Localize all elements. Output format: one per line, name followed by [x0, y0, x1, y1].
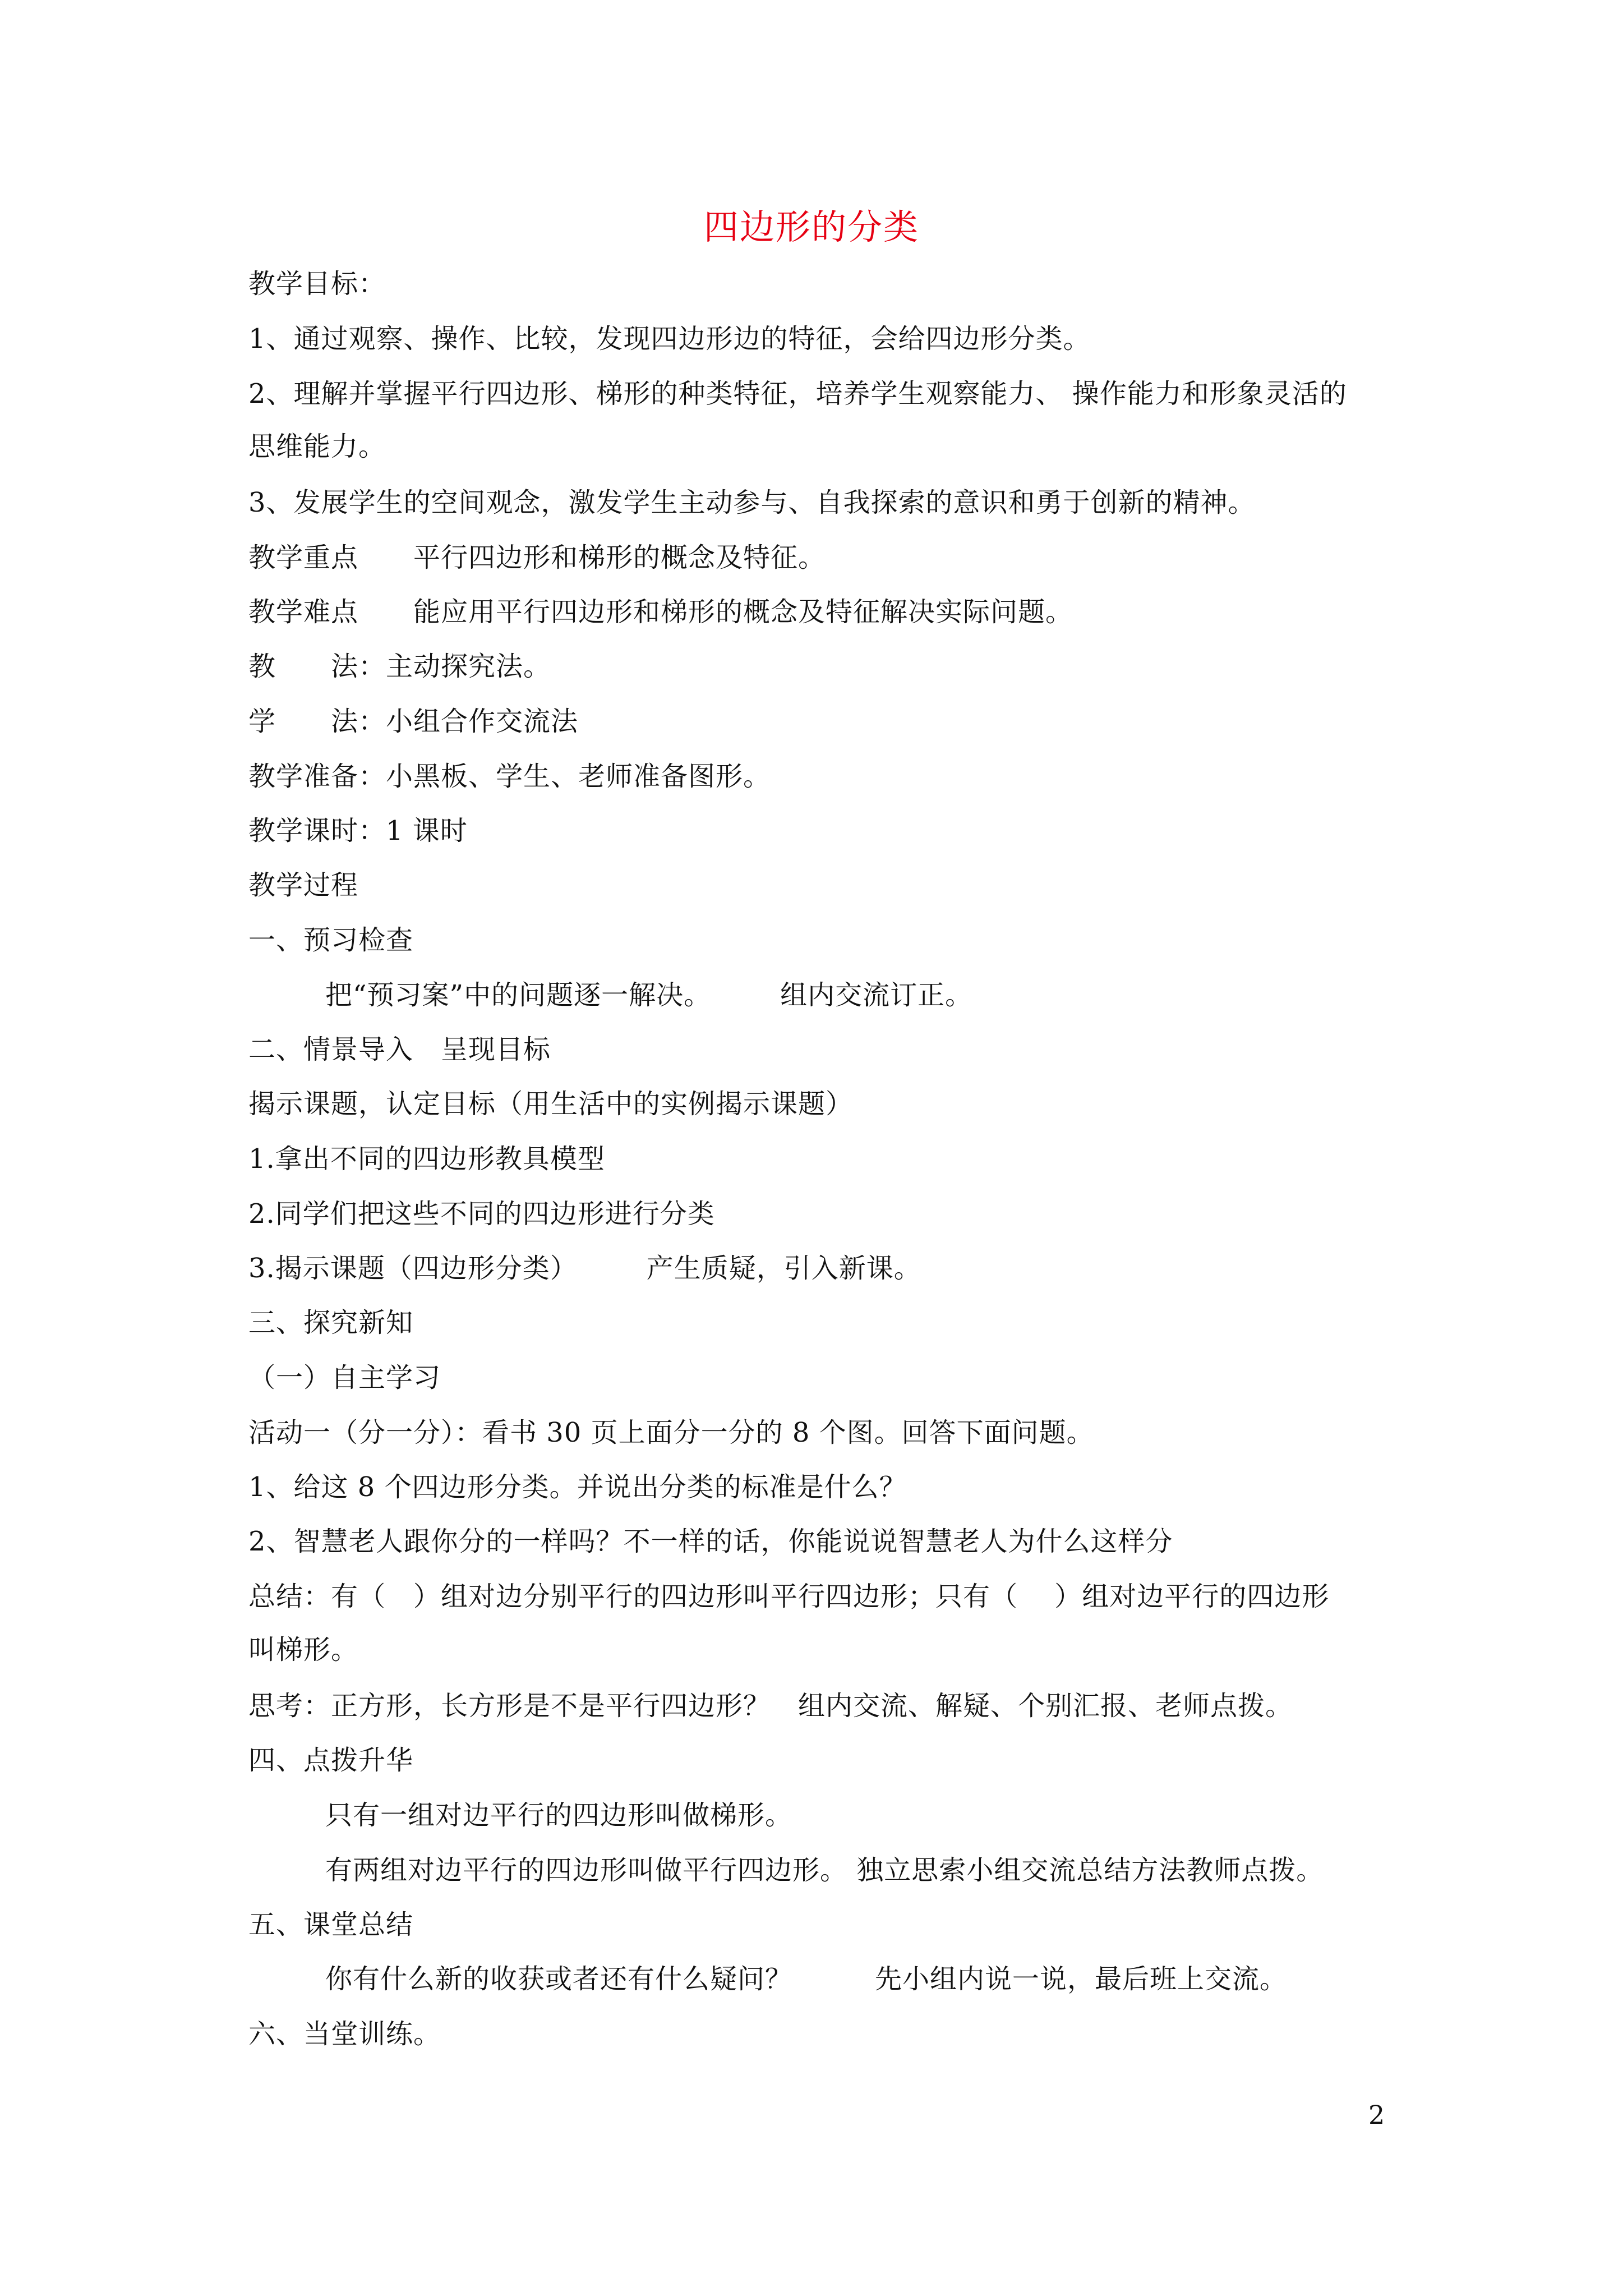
- key-points: 教学重点 平行四边形和梯形的概念及特征。: [248, 542, 826, 573]
- subsection-heading: （一）自主学习: [248, 1362, 441, 1393]
- question-2: 2、智慧老人跟你分的一样吗？不一样的话，你能说说智慧老人为什么这样分: [248, 1526, 1173, 1557]
- objectives-heading: 教学目标：: [248, 268, 386, 300]
- section-1-text: 把“预习案”中的问题逐一解决。 组内交流订正。: [325, 979, 973, 1011]
- summary: 总结：有（ ）组对边分别平行的四边形叫平行四边形；只有（ ）组对边平行的四边形: [248, 1581, 1330, 1612]
- difficult-points: 教学难点 能应用平行四边形和梯形的概念及特征解决实际问题。: [248, 596, 1073, 628]
- section-1-heading: 一、预习检查: [248, 924, 414, 956]
- objective-2: 2、理解并掌握平行四边形、梯形的种类特征，培养学生观察能力、 操作能力和形象灵活的: [248, 378, 1347, 409]
- thinking-question: 思考：正方形，长方形是不是平行四边形？ 组内交流、解疑、个别汇报、老师点拨。: [248, 1690, 1293, 1722]
- section-2-intro: 揭示课题，认定目标（用生活中的实例揭示课题）: [248, 1088, 854, 1120]
- page-number: 2: [1368, 2100, 1385, 2130]
- process-heading: 教学过程: [248, 869, 359, 901]
- section-4-heading: 四、点拨升华: [248, 1745, 414, 1776]
- objective-2-continued: 思维能力。: [248, 431, 386, 462]
- section-2-step-3: 3.揭示课题（四边形分类） 产生质疑，引入新课。: [248, 1253, 921, 1284]
- question-1: 1、给这 8 个四边形分类。并说出分类的标准是什么？: [248, 1471, 907, 1503]
- learning-method: 学 法：小组合作交流法: [248, 706, 579, 737]
- parallelogram-definition: 有两组对边平行的四边形叫做平行四边形。 独立思索小组交流总结方法教师点拨。: [325, 1855, 1324, 1886]
- objective-1: 1、通过观察、操作、比较，发现四边形边的特征，会给四边形分类。: [248, 323, 1091, 355]
- teaching-method: 教 法：主动探究法。: [248, 651, 551, 682]
- class-hours: 教学课时：1 课时: [248, 815, 468, 846]
- section-6-heading: 六、当堂训练。: [248, 2018, 441, 2050]
- teaching-preparation: 教学准备：小黑板、学生、老师准备图形。: [248, 761, 771, 792]
- document-title: 四边形的分类: [703, 206, 919, 247]
- trapezoid-definition: 只有一组对边平行的四边形叫做梯形。: [325, 1800, 793, 1831]
- section-2-step-1: 1.拿出不同的四边形教具模型: [248, 1143, 605, 1175]
- section-5-heading: 五、课堂总结: [248, 1909, 414, 1940]
- summary-continued: 叫梯形。: [248, 1634, 359, 1665]
- objective-3: 3、发展学生的空间观念，激发学生主动参与、自我探索的意识和勇于创新的精神。: [248, 487, 1256, 518]
- section-2-heading: 二、情景导入 呈现目标: [248, 1034, 551, 1065]
- section-3-heading: 三、探究新知: [248, 1307, 414, 1338]
- section-2-step-2: 2.同学们把这些不同的四边形进行分类: [248, 1198, 715, 1230]
- section-5-text: 你有什么新的收获或者还有什么疑问？ 先小组内说一说，最后班上交流。: [325, 1963, 1288, 1995]
- activity-1: 活动一（分一分）：看书 30 页上面分一分的 8 个图。回答下面问题。: [248, 1417, 1094, 1448]
